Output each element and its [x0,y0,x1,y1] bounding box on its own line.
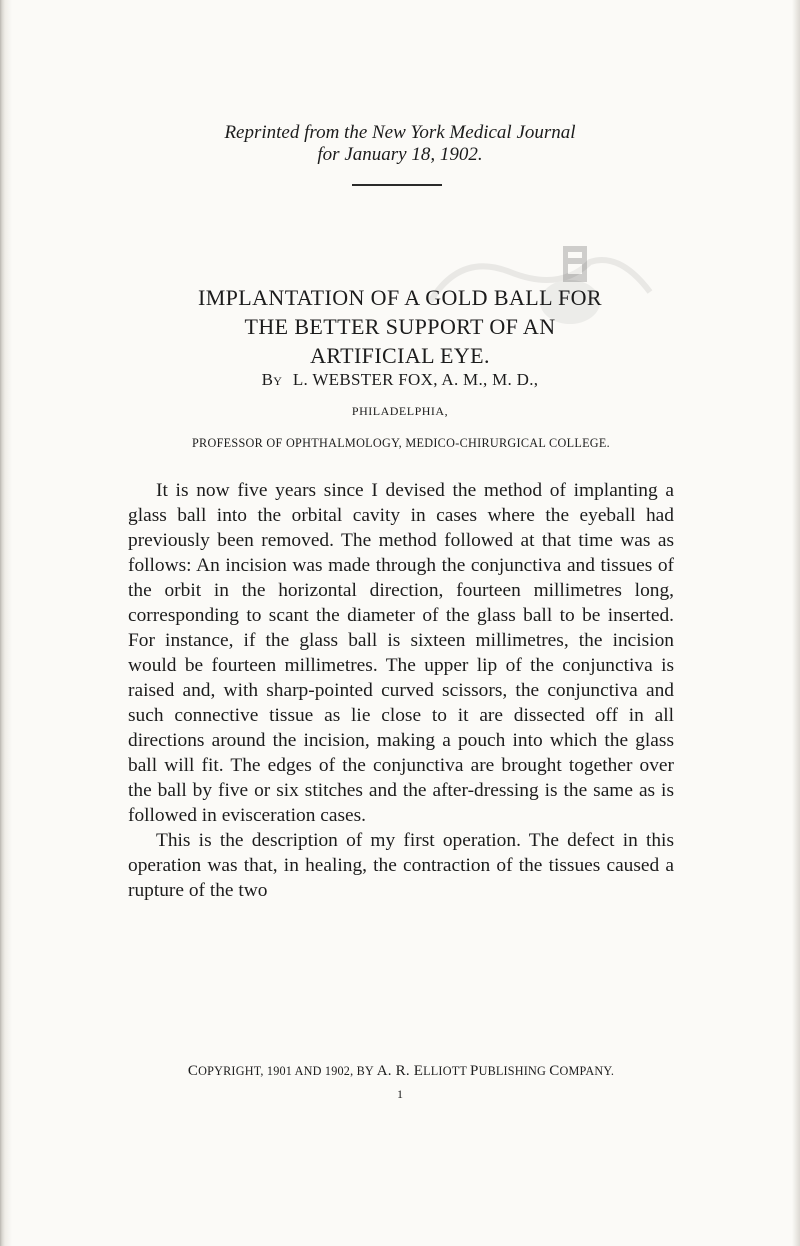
copyright-rest: OPYRIGHT, 1901 AND 1902, BY [198,1064,377,1078]
title-line-1: IMPLANTATION OF A GOLD BALL FOR [197,285,602,310]
author-affiliation: PROFESSOR OF OPHTHALMOLOGY, MEDICO-CHIRURGICAL COLLEGE. [191,436,611,450]
author-name: L. WEBSTER FOX, A. M., M. D., [292,370,539,389]
reprint-line-2: for January 18, 1902. [317,144,483,165]
page-edge-right [792,0,800,1246]
publisher-rest-3: OMPANY. [559,1064,615,1078]
title-line-2: THE BETTER SUPPORT OF AN [244,314,556,339]
page-edge-left [0,0,12,1246]
publisher-initials: A. R. E [376,1063,424,1079]
publisher-rest-1: LLIOTT [423,1064,471,1078]
library-stamp-icon [560,244,590,284]
author-city: PHILADELPHIA, [351,404,449,418]
publisher-p: P [470,1063,479,1079]
divider-rule [352,184,442,186]
byline-by: By [261,370,283,389]
author-byline [0,370,800,390]
body-paragraph-1: It is now five years since I devised the method of implanting a glass ball into the orbital cavity in cases where the eyeball had previously been removed. The method followed at that time was as follows: An incision was made through the conjunctiva and tissues of the orbit in the horizontal direction, fourteen millimetres long, corresponding to scant the diameter of the glass ball to be inserted. For instance, if the glass ball is sixteen millimetres, the incision would be fourteen millimetres. The upper lip of the conjunctiva is raised and, with sharp-pointed curved scissors, the conjunctiva and such connective tissue as lie close to it are dissected off in all directions around the incision, making a pouch into which the glass ball will fit. The edges of the conjunctiva are brought together over the ball by five or six stitches and the after-dressing is the same as is followed in evisceration cases. [128,480,674,826]
title-line-3: ARTIFICIAL EYE. [310,343,490,368]
publisher-c: C [549,1063,560,1079]
article-title [0,283,800,370]
page-number: 1 [397,1087,403,1101]
reprint-notice [0,122,800,166]
publisher-rest-2: UBLISHING [478,1064,550,1078]
copyright-c: C [187,1063,199,1079]
article-body [128,478,674,903]
body-paragraph-2: This is the description of my first operation. The defect in this operation was that, in healing, the contraction of the tissues caused a rupture of the two [128,830,674,901]
copyright-notice [128,1063,674,1080]
reprint-line-1: Reprinted from the New York Medical Journal [224,122,576,143]
